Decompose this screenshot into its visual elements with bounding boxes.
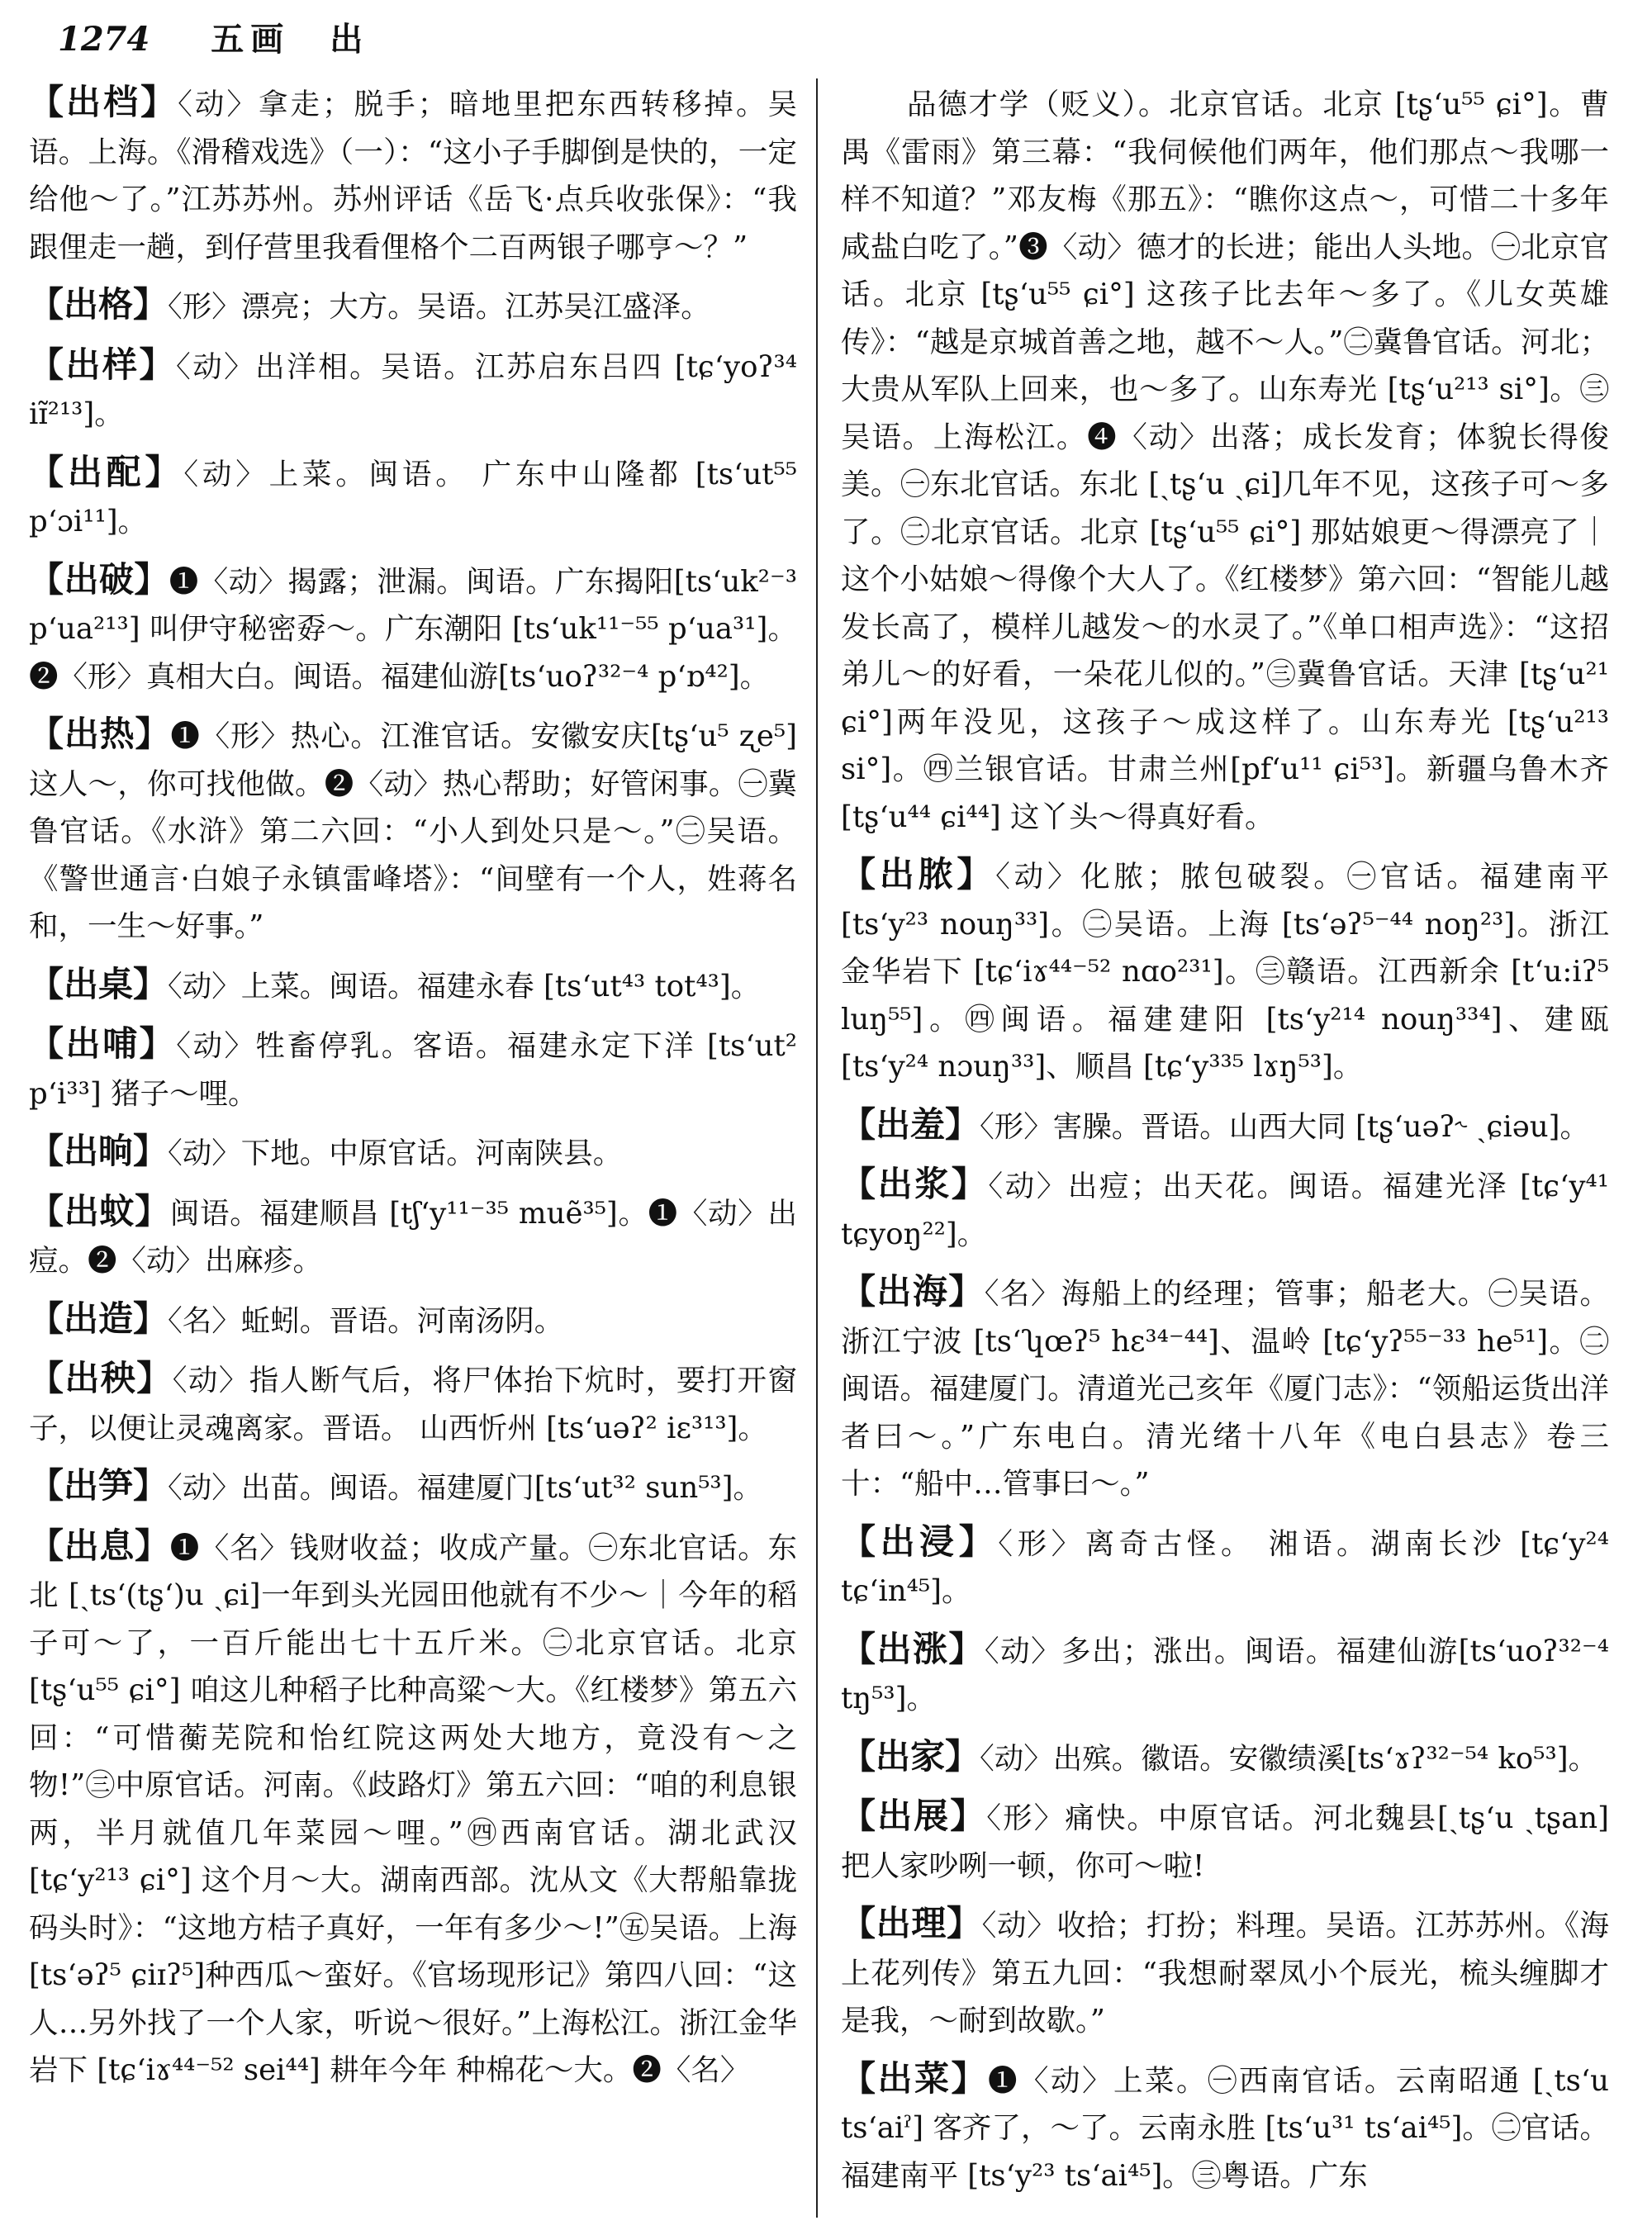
entry-headword: 【出档】 xyxy=(29,82,178,122)
entry xyxy=(841,1160,1609,1258)
entry xyxy=(29,1188,797,1285)
entry-text: 〈动〉指人断气后，将尸体抬下炕时，要打开窗子，以便让灵魂离家。晋语。 山西忻州 [ts‘uəʔ² iɛ³¹³]。 xyxy=(29,1364,797,1445)
entry-headword: 【出晌】 xyxy=(29,1131,169,1171)
entry-text: 〈动〉出苗。闽语。福建厦门[ts‘ut³² sun⁵³]。 xyxy=(168,1471,763,1505)
entry-text: 〈动〉出洋相。吴语。江苏启东吕四 [tɕ‘yoʔ³⁴ iɪ̃²¹³]。 xyxy=(29,349,797,431)
entry-text: 闽语。福建顺昌 [tʃ‘y¹¹⁻³⁵ muẽ³⁵]。❶〈动〉出痘。❷〈动〉出麻疹。 xyxy=(29,1196,797,1278)
entry xyxy=(29,1462,797,1512)
entry xyxy=(29,448,797,546)
entry xyxy=(841,1518,1609,1616)
entry-text: ❶〈名〉钱财收益；收成产量。㊀东北官话。东北 [ˏts‘(tʂ‘)u ˎɕi]一年到头光园田他就有不少～｜今年的稻子可～了，一百斤能出七十五斤米。㊁北京官话。北京 [tʂ‘u⁵⁵ ɕi°] 咱这儿种稻子比种高粱～大。《红楼梦》第五六回：“可惜蘅芜院和怡红院这两处大地方，竟没有～之物!”㊂中原官话。河南。《歧路灯》第五六回：“咱的利息银两，半月就值几年菜园～哩。”㊃西南官话。湖北武汉 [tɕ‘y²¹³ ɕi°] 这个月～大。湖南西部。沈从文《大帮船靠拢码头时》：“这地方桔子真好，一年有多少～!”㊄吴语。上海 [ts‘əʔ⁵ ɕiɪʔ⁵]种西瓜～蛮好。《官场现形记》第四八回：“这人…另外找了一个人家，听说～很好。”上海松江。浙江金华岩下 [tɕ‘iɤ⁴⁴⁻⁵² sei⁴⁴] 耕年今年 种棉花～大。❷〈名〉 xyxy=(29,1530,797,2087)
column-divider xyxy=(816,78,818,2218)
entry-text: 〈形〉痛快。中原官话。河北魏县[ˏtʂ‘u ˏtʂan] 把人家吵咧一顿，你可～啦! xyxy=(841,1801,1609,1883)
entry-headword: 【出羞】 xyxy=(841,1103,980,1145)
entry-text: 〈动〉收拾；打扮；料理。吴语。江苏苏州。《海上花列传》第五九回：“我想耐翠凤小个辰光，梳头缠脚才是我，～耐到故歇。” xyxy=(841,1909,1609,2038)
entry-text: 〈动〉上菜。闽语。福建永春 [ts‘ut⁴³ tot⁴³]。 xyxy=(168,969,761,1004)
entry-headword: 【出家】 xyxy=(841,1735,980,1777)
entry xyxy=(29,1355,797,1452)
entry xyxy=(841,1792,1609,1890)
page-header xyxy=(58,15,1627,64)
entry-headword: 【出理】 xyxy=(841,1903,982,1943)
entry-headword: 【出秧】 xyxy=(29,1358,173,1398)
entry-text: 〈动〉下地。中原官话。河南陕县。 xyxy=(168,1136,623,1170)
entry-text: ❶〈形〉热心。江淮官话。安徽安庆[tʂ‘u⁵ ʐe⁵] 这人～，你可找他做。❷〈动〉热心帮助；好管闲事。㊀冀鲁官话。《水浒》第二六回：“小人到处只是～。”㊁吴语。《警世通言·白娘子永镇雷峰塔》：“间壁有一个人，姓蒋名和，一生～好事。” xyxy=(29,719,797,943)
entry-text: 〈动〉多出；涨出。闽语。福建仙游[ts‘uoʔ³²⁻⁴ tŋ⁵³]。 xyxy=(841,1634,1609,1715)
entry-text: ❶〈动〉上菜。㊀西南官话。云南昭通 [ˏts‘u ts‘aiˀ] 客齐了，～了。云南永胜 [ts‘u³¹ ts‘ai⁴⁵]。㊁官话。福建南平 [ts‘y²³ ts‘ai⁴⁵]。㊂粤语。广东 xyxy=(841,2063,1609,2193)
entry xyxy=(841,1101,1609,1151)
entry xyxy=(29,710,797,951)
entry-headword: 【出蚊】 xyxy=(29,1190,170,1231)
entry-text: ❶〈动〉揭露；泄漏。闽语。广东揭阳[ts‘uk²⁻³ p‘ua²¹³] 叫伊守秘密孬～。广东潮阳 [ts‘uk¹¹⁻⁵⁵ p‘ua³¹]。❷〈形〉真相大白。闽语。福建仙游[ts‘uoʔ³²⁻⁴ p‘ɒ⁴²]。 xyxy=(29,564,797,694)
entry-headword: 【出浆】 xyxy=(841,1164,989,1204)
entry xyxy=(29,78,797,271)
entry-text: 〈动〉上菜。闽语。 广东中山隆都 [ts‘ut⁵⁵ p‘ɔi¹¹]。 xyxy=(29,457,797,539)
entry-text: 〈动〉出殡。徽语。安徽绩溪[ts‘ɤʔ³²⁻⁵⁴ ko⁵³]。 xyxy=(980,1741,1598,1776)
entry-text: 〈名〉蚯蚓。晋语。河南汤阴。 xyxy=(168,1303,564,1338)
entry-text: 〈形〉离奇古怪。 湘语。湖南长沙 [tɕ‘y²⁴ tɕ‘in⁴⁵]。 xyxy=(841,1526,1609,1608)
entry-headword: 【出桌】 xyxy=(29,963,169,1004)
entry-text: 〈动〉拿走；脱手；暗地里把东西转移掉。吴语。上海。《滑稽戏选》（一）：“这小子手脚倒是快的，一定给他～了。”江苏苏州。苏州评话《岳飞·点兵收张保》：“我跟俚走一趟，到仔营里我看俚格个二百两银子哪亨～？” xyxy=(29,88,797,264)
entry-headword: 【出热】 xyxy=(29,714,171,754)
entry-text: 〈形〉害臊。晋语。山西大同 [tʂ‘uəʔ˞ ˏɕiəu]。 xyxy=(980,1109,1589,1144)
entry-text: 〈动〉出痘；出天花。闽语。福建光泽 [tɕ‘y⁴¹ tɕyoŋ²²]。 xyxy=(841,1170,1609,1251)
entry xyxy=(841,2055,1609,2200)
entry xyxy=(29,961,797,1011)
entry xyxy=(29,341,797,439)
entry xyxy=(29,1127,797,1178)
entry-text: 〈动〉牲畜停乳。客语。福建永定下洋 [ts‘ut² p‘i³³] 猪子～哩。 xyxy=(29,1029,797,1111)
entry-headword: 【出脓】 xyxy=(841,854,996,894)
entry xyxy=(29,1522,797,2095)
entry-headword: 【出样】 xyxy=(29,344,176,385)
right-column xyxy=(841,78,1609,2209)
entry xyxy=(841,1733,1609,1783)
entry-text: 〈动〉化脓；脓包破裂。㊀官话。福建南平 [ts‘y²³ nouŋ³³]。㊁吴语。上海 [ts‘əʔ⁵⁻⁴⁴ noŋ²³]。浙江金华岩下 [tɕ‘iɤ⁴⁴⁻⁵² nɑo²³¹]。㊂赣语。江西新余 [t‘u:iʔ⁵ luŋ⁵⁵]。㊃闽语。福建建阳 [ts‘y²¹⁴ nouŋ³³⁴]、建瓯 [ts‘y²⁴ nɔuŋ³³]、顺昌 [tɕ‘y³³⁵ lɤŋ⁵³]。 xyxy=(841,860,1609,1084)
entry-headword: 【出涨】 xyxy=(841,1628,985,1669)
entry-text: 〈形〉漂亮；大方。吴语。江苏吴江盛泽。 xyxy=(168,290,710,324)
entry-headword: 【出笋】 xyxy=(29,1465,169,1506)
entry-headword: 【出息】 xyxy=(29,1525,170,1566)
entry xyxy=(29,1020,797,1117)
entry xyxy=(841,1625,1609,1723)
entry-headword: 【出造】 xyxy=(29,1298,169,1339)
entry-headword: 【出浸】 xyxy=(841,1521,999,1562)
entry-headword: 【出展】 xyxy=(841,1796,987,1836)
entry-headword: 【出菜】 xyxy=(841,2057,988,2099)
section-title: 五画 出 xyxy=(211,20,370,59)
entry-headword: 【出破】 xyxy=(29,558,169,600)
entry xyxy=(841,851,1609,1091)
entry xyxy=(29,1295,797,1345)
entry-text: 品德才学（贬义）。北京官话。北京 [tʂ‘u⁵⁵ ɕi°]。曹禺《雷雨》第三幕：“我伺候他们两年，他们那点～我哪一样不知道？”邓友梅《那五》：“瞧你这点～，可惜二十多年咸盐白吃了。”❸〈动〉德才的长进；能出人头地。㊀北京官话。北京 [tʂ‘u⁵⁵ ɕi°] 这孩子比去年～多了。《儿女英雄传》：“越是京城首善之地，越不～人。”㊁冀鲁官话。河北；大贵从军队上回来，也～多了。山东寿光 [tʂ‘u²¹³ si°]。㊂吴语。上海松江。❹〈动〉出落；成长发育；体貌长得俊美。㊀东北官话。东北 [ˏtʂ‘u ˎɕi]几年不见，这孩子可～多了。㊁北京官话。北京 [tʂ‘u⁵⁵ ɕi°] 那姑娘更～得漂亮了｜这个小姑娘～得像个大人了。《红楼梦》第六回：“智能儿越发长高了，模样儿越发～的水灵了。”《单口相声选》：“这招弟儿～的好看，一朵花儿似的。”㊂冀鲁官话。天津 [tʂ‘u²¹ ɕi°]两年没见，这孩子～成这样了。山东寿光 [tʂ‘u²¹³ si°]。㊃兰银官话。甘肃兰州[pf‘u¹¹ ɕi⁵³]。新疆乌鲁木齐 [tʂ‘u⁴⁴ ɕi⁴⁴] 这丫头～得真好看。 xyxy=(841,88,1609,834)
entry-headword: 【出配】 xyxy=(29,451,184,492)
entry-headword: 【出哺】 xyxy=(29,1023,177,1064)
entry-continuation xyxy=(841,78,1609,841)
entry-headword: 【出海】 xyxy=(841,1271,985,1312)
entry-headword: 【出格】 xyxy=(29,284,169,325)
entry xyxy=(841,1900,1609,2045)
entry xyxy=(29,281,797,331)
page-number: 1274 xyxy=(58,20,150,59)
entry-text: 〈名〉海船上的经理；管事；船老大。㊀吴语。浙江宁波 [ts‘ʮœʔ⁵ hɛ³⁴⁻⁴⁴]、温岭 [tɕ‘yʔ⁵⁵⁻³³ he⁵¹]。㊁闽语。福建厦门。清道光己亥年《厦门志》：“领船运货出洋者曰～。”广东电白。清光绪十八年《电白县志》卷三十：“船中…管事曰～。” xyxy=(841,1277,1609,1501)
entry xyxy=(29,556,797,701)
entry xyxy=(841,1268,1609,1508)
left-column xyxy=(29,78,797,2104)
